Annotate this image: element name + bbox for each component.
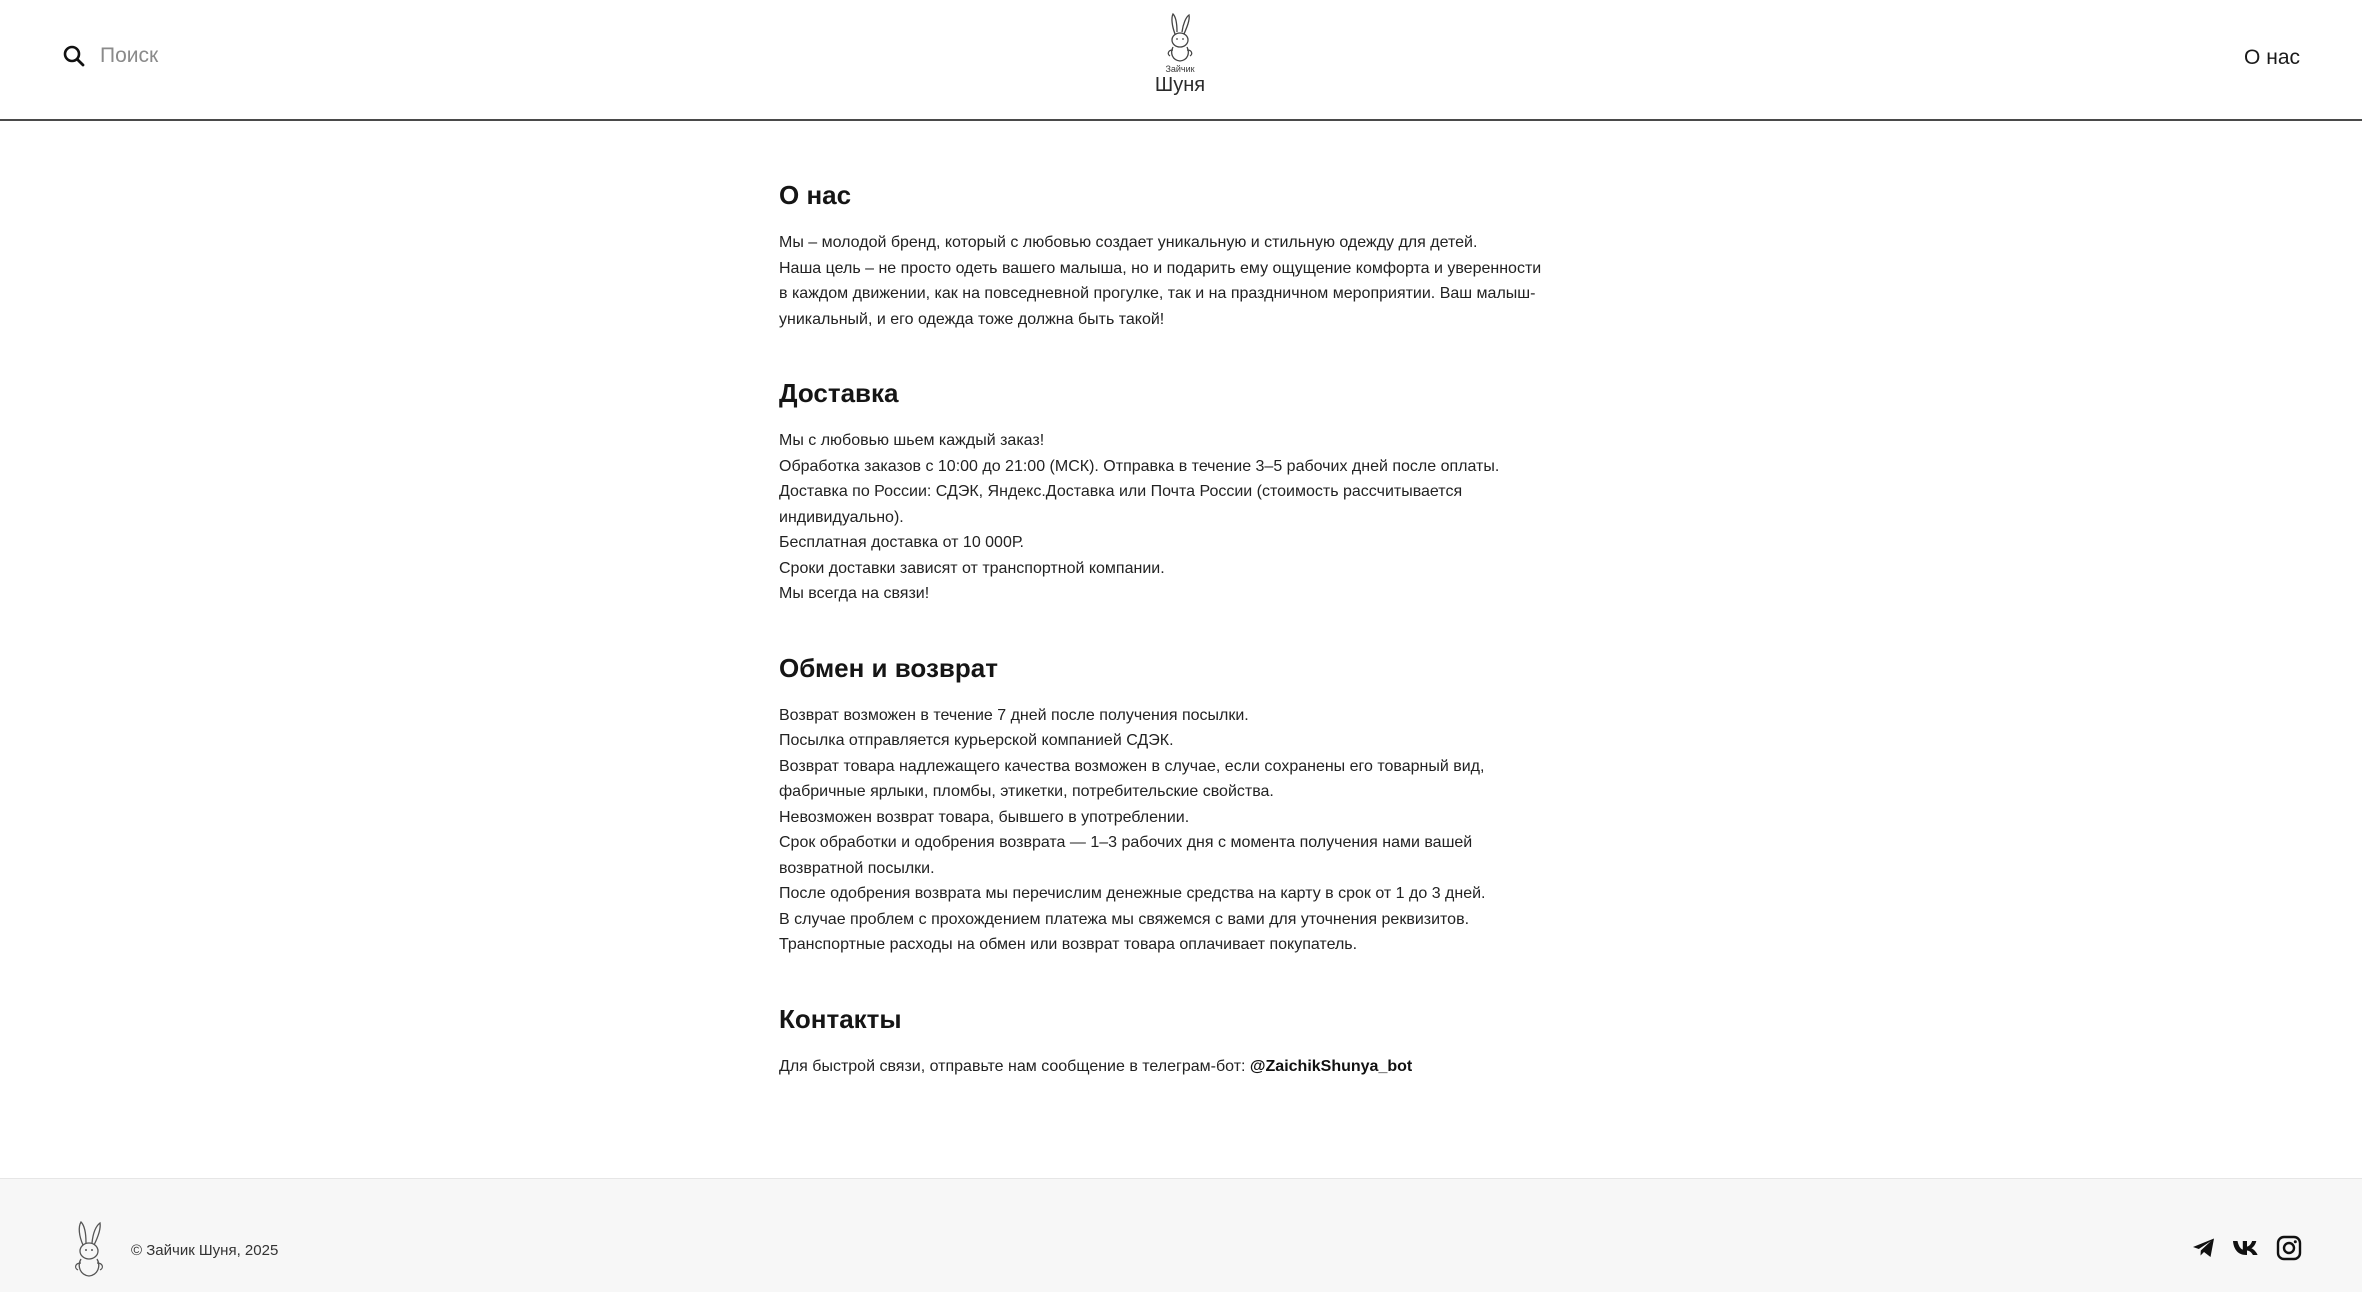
paragraph-line: уникальный, и его одежда тоже должна быть такой! [779,310,1165,328]
social-links [2192,1235,2302,1261]
telegram-icon[interactable] [2192,1237,2216,1259]
brand-name: Шуня [1154,74,1206,96]
paragraph-line: Мы всегда на связи! [779,585,930,602]
bunny-logo-icon [68,1219,110,1279]
paragraph-line: После одобрения возврата мы перечислим денежные средства на карту в срок от 1 до 3 дней. [779,885,1486,902]
search-bar[interactable] [62,44,400,68]
contacts-text [779,1054,1599,1080]
paragraph-line: В случае проблем с прохождением платежа мы свяжемся с вами для уточнения реквизитов. [779,910,1470,928]
contacts-line: Для быстрой связи, отправьте нам сообщение в телеграм-бот: [779,1057,1250,1075]
telegram-bot-link[interactable]: @ZaichikShunya_bot [1249,1057,1413,1075]
search-input[interactable] [100,44,400,68]
paragraph-line: Сроки доставки зависят от транспортной компании. [779,559,1165,577]
brand-name-small: Зайчик [1165,64,1195,74]
paragraph-line: возвратной посылки. [779,859,935,877]
footer-logo[interactable] [68,1219,110,1284]
site-footer [0,1178,2362,1292]
paragraph-line: Посылка отправляется курьерской компанией СДЭК. [779,732,1174,749]
search-icon[interactable] [62,44,86,68]
paragraph-line: Наша цель – не просто одеть вашего малыша, но и подарить ему ощущение комфорта и уверенности [779,259,1542,277]
paragraph-line: Срок обработки и одобрения возврата — 1–3 рабочих дня с момента получения нами вашей [779,834,1473,851]
section-contacts [779,1002,1599,1080]
paragraph-line: Невозможен возврат товара, бывшего в употреблении. [779,808,1190,826]
paragraph-line: фабричные ярлыки, пломбы, этикетки, потребительские свойства. [779,783,1274,800]
section-title: О нас [779,180,852,210]
bunny-logo-icon [1160,12,1200,64]
instagram-icon[interactable] [2276,1235,2302,1261]
paragraph-line: Возврат возможен в течение 7 дней после получения посылки. [779,706,1249,724]
paragraph-line: Доставка по России: СДЭК, Яндекс.Доставка или Почта России (стоимость рассчитывается [779,483,1463,500]
section-title: Обмен и возврат [779,652,998,683]
section-delivery [779,376,1599,607]
vk-icon[interactable] [2232,1239,2260,1257]
paragraph-line: индивидуально). [779,508,904,526]
paragraph-line: в каждом движении, как на повседневной прогулке, так и на праздничном мероприятии. Ваш малыш- [779,285,1536,302]
section-returns [779,651,1599,958]
site-header [0,0,2362,121]
section-title: Доставка [779,378,899,408]
paragraph-line: Мы с любовью шьем каждый заказ! [779,432,1045,449]
paragraph-line: Транспортные расходы на обмен или возврат товара оплачивает покупатель. [779,936,1358,953]
paragraph-line: Возврат товара надлежащего качества возможен в случае, если сохранены его товарный вид, [779,757,1485,775]
section-about [779,178,1599,332]
section-title: Контакты [779,1003,902,1034]
paragraph-line: Бесплатная доставка от 10 000Р. [779,534,1024,551]
copyright-text: © Зайчик Шуня, 2025 [131,1242,279,1259]
paragraph-line: Мы – молодой бренд, который с любовью создает уникальную и стильную одежду для детей. [779,234,1478,251]
site-logo[interactable] [1140,12,1220,96]
info-content [779,178,1599,1123]
paragraph-line: Обработка заказов с 10:00 до 21:00 (МСК). Отправка в течение 3–5 рабочих дней после оплаты. [779,457,1500,475]
nav-about-link[interactable]: О нас [2244,46,2300,69]
